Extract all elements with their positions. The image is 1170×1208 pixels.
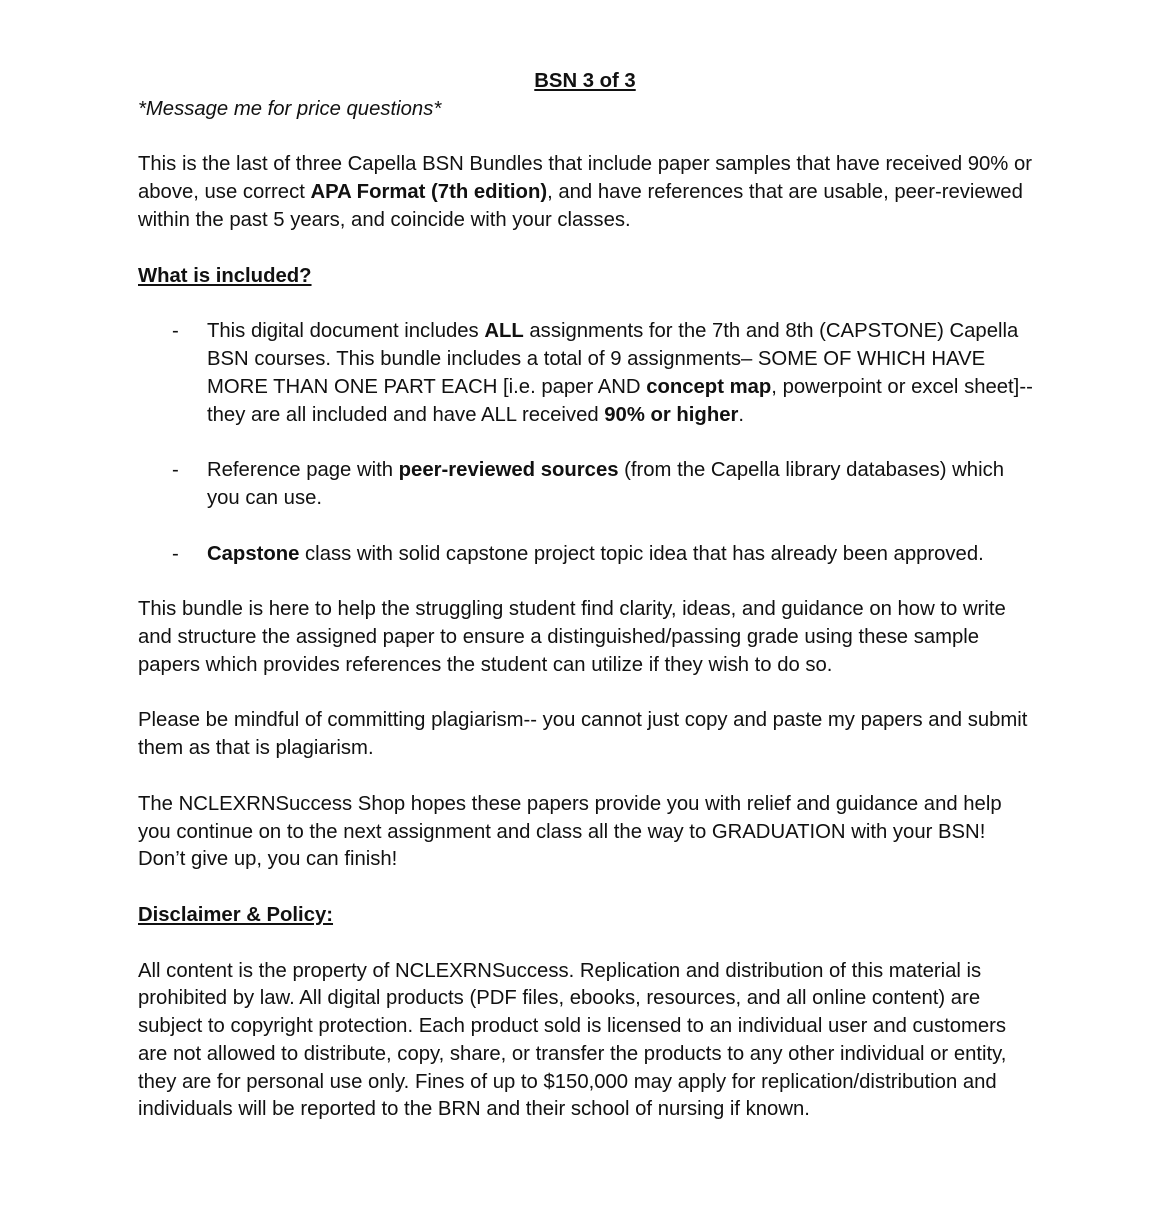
price-note: *Message me for price questions* [138, 97, 442, 120]
document-title: BSN 3 of 3 [534, 70, 636, 92]
item-text: Reference page with [207, 459, 399, 482]
intro-paragraph [138, 151, 1038, 234]
item-bold: 90% or higher [604, 403, 739, 426]
item-bold: Capstone [207, 542, 300, 565]
item-text: , powerpoint or excel sheet]-- they are all included and have ALL received [207, 375, 1033, 426]
disclaimer-paragraph: All content is the property of NCLEXRNSuccess. Replication and distribution of this material is prohibited by law. All digital products (PDF files, ebooks, resources, and all online content) are subject to copyright protection. Each product sold is licensed to an individual user and customers are not allowed to distribute, copy, share, or transfer the products to any other individual or entity, they are for personal use only. Fines of up to $150,000 may apply for replication/distribution and individuals will be reported to the BRN and their school of nursing if known. [138, 959, 1007, 1121]
intro-text-2: , and have references that are usable, peer-reviewed within the past 5 years, and coincide with your classes. [138, 181, 1023, 231]
plagiarism-paragraph: Please be mindful of committing plagiarism-- you cannot just copy and paste my papers and submit them as that is plagiarism. [138, 709, 1028, 760]
spacer [138, 930, 1038, 958]
dash-bullet: - [172, 542, 179, 565]
spacer [138, 290, 1038, 318]
spacer [138, 874, 1038, 902]
item-text: assignments for the 7th and 8th (CAPSTONE) Capella BSN courses. This bundle includes a total of 9 assignments– SOME OF WHICH HAVE MORE THAN ONE PART EACH [i.e. paper AND [207, 320, 1019, 398]
item-text: (from the Capella library databases) which you can use. [207, 459, 1005, 509]
intro-text-1: This is the last of three Capella BSN Bundles that include paper samples that have received 90% or above, use correct [138, 153, 1032, 204]
spacer [138, 235, 1038, 263]
spacer [138, 124, 1038, 152]
item-text: This digital document includes [207, 320, 485, 343]
document-body [138, 68, 1038, 1124]
item-text: . [738, 403, 745, 426]
list-item [138, 541, 1038, 569]
item-bold: ALL [484, 320, 524, 343]
spacer [138, 680, 1038, 708]
list-item [138, 318, 1038, 429]
intro-apa-bold: APA Format (7th edition) [310, 181, 548, 204]
spacer [138, 568, 1038, 596]
help-paragraph: This bundle is here to help the struggling student find clarity, ideas, and guidance on how to write and structure the assigned paper to ensure a distinguished/passing grade using these sample papers which provides references the student can utilize if they wish to do so. [138, 598, 1006, 676]
spacer [138, 763, 1038, 791]
spacer [138, 513, 1038, 541]
spacer [138, 429, 1038, 457]
item-text: class with solid capstone project topic idea that has already been approved. [299, 542, 984, 565]
disclaimer-heading: Disclaimer & Policy: [138, 903, 334, 926]
included-list [138, 318, 1038, 568]
item-bold: peer-reviewed sources [398, 459, 619, 482]
dash-bullet: - [172, 320, 179, 343]
included-heading: What is included? [138, 264, 312, 287]
shop-paragraph: The NCLEXRNSuccess Shop hopes these papers provide you with relief and guidance and help you continue on to the next assignment and class all the way to GRADUATION with your BSN! Don’t give up, you can finish! [138, 792, 1002, 871]
list-item [138, 457, 1038, 513]
dash-bullet: - [172, 459, 179, 482]
item-bold: concept map [646, 375, 772, 398]
